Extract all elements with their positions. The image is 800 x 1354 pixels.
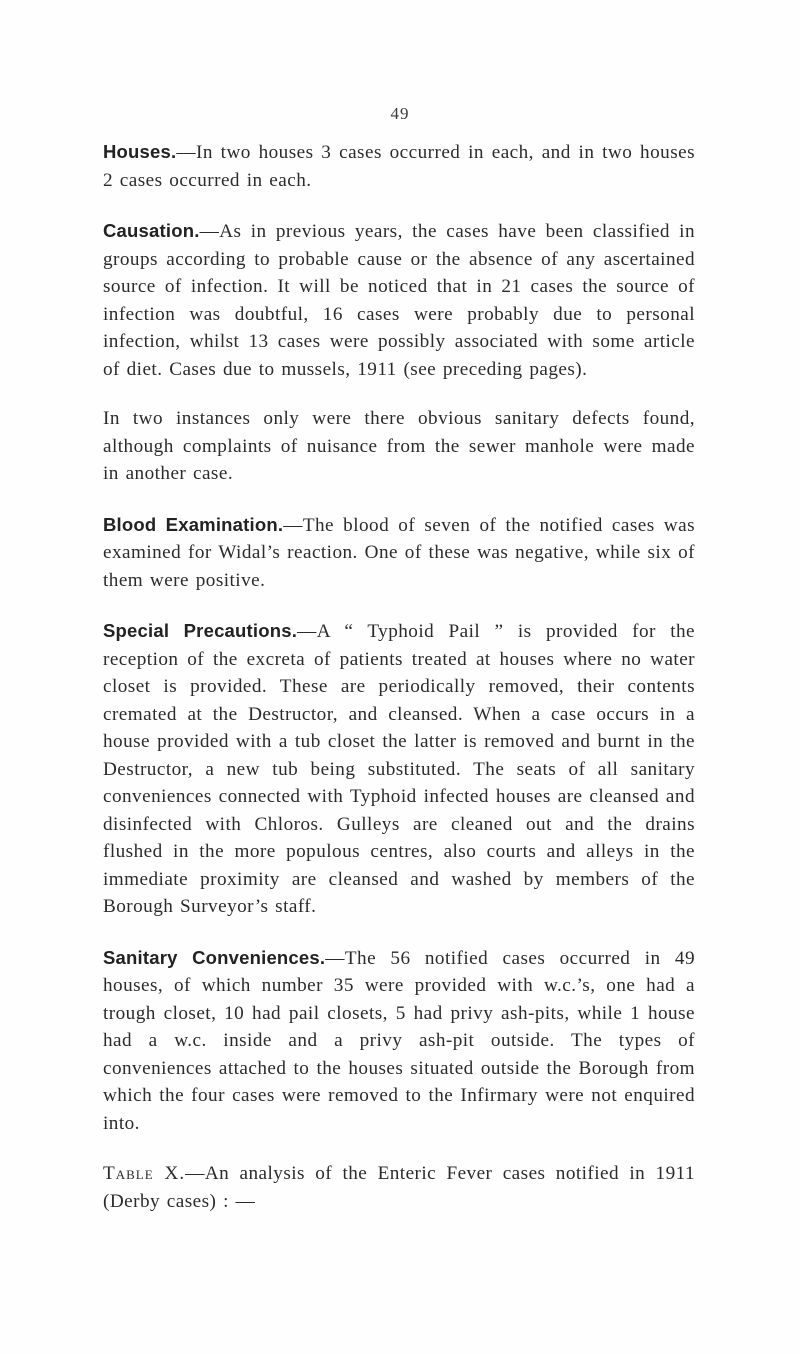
paragraph-text: —The blood of seven of the notified cases was examined for Widal’s reaction. One of these was negative, while six of them were positive.: [103, 514, 695, 591]
paragraph-text: —A “ Typhoid Pail ” is provided for the reception of the excreta of patients treated at houses where no water closet is provided. These are periodically removed, their contents cremated at the Destructor, and cleansed. When a case occurs in a house provided with a tub closet the latter is removed and burnt in the Destructor, a new tub being substituted. The seats of all sanitary conveniences connected with Typhoid infected houses are cleansed and disinfected with Chloros. Gulleys are cleaned out and the drains flushed in the more populous centres, also courts and alleys in the immediate proximity are cleansed and washed by members of the Borough Surveyor’s staff.: [103, 621, 695, 917]
paragraph-causation: [103, 217, 695, 383]
heading-houses: Houses.: [103, 141, 177, 162]
table-label: Table X.: [103, 1163, 186, 1184]
paragraph-text: —The 56 notified cases occurred in 49 houses, of which number 35 were provided with w.c.’s, one had a trough closet, 10 had pail closets, 5 had privy ash-pits, while 1 house had a w.c. inside and a privy ash-pit outside. The types of conveniences attached to the houses situated outside the Borough from which the four cases were removed to the Infirmary were not enquired into.: [103, 947, 695, 1134]
page-number: 49: [390, 104, 410, 123]
paragraph-sanitary-defects: [103, 405, 695, 488]
paragraph-blood-examination: [103, 511, 695, 595]
page-body: [103, 138, 695, 1238]
paragraph-table-intro: [103, 1160, 695, 1215]
paragraph-sanitary-conveniences: [103, 944, 695, 1138]
heading-causation: Causation.: [103, 220, 200, 241]
paragraph-houses: [103, 138, 695, 194]
paragraph-special-precautions: [103, 617, 695, 921]
paragraph-text: In two instances only were there obvious sanitary defects found, although complaints of nuisance from the sewer manhole were made in another case.: [103, 408, 695, 484]
paragraph-text: —As in previous years, the cases have been classified in groups according to probable cause or the absence of any ascertained source of infection. It will be noticed that in 21 cases the source of infection was doubtful, 16 cases were probably due to personal infection, whilst 13 cases were possibly associated with some article of diet. Cases due to mussels, 1911 (see preceding pages).: [103, 221, 695, 380]
heading-special-precautions: Special Precautions.: [103, 620, 298, 641]
heading-sanitary-conveniences: Sanitary Conveniences.: [103, 946, 326, 968]
paragraph-text: —An analysis of the Enteric Fever cases notified in 1911 (Derby cases) : —: [103, 1163, 695, 1212]
heading-blood-examination: Blood Examination.: [103, 513, 284, 535]
paragraph-text: —In two houses 3 cases occurred in each, and in two houses 2 cases occurred in each.: [103, 142, 695, 191]
